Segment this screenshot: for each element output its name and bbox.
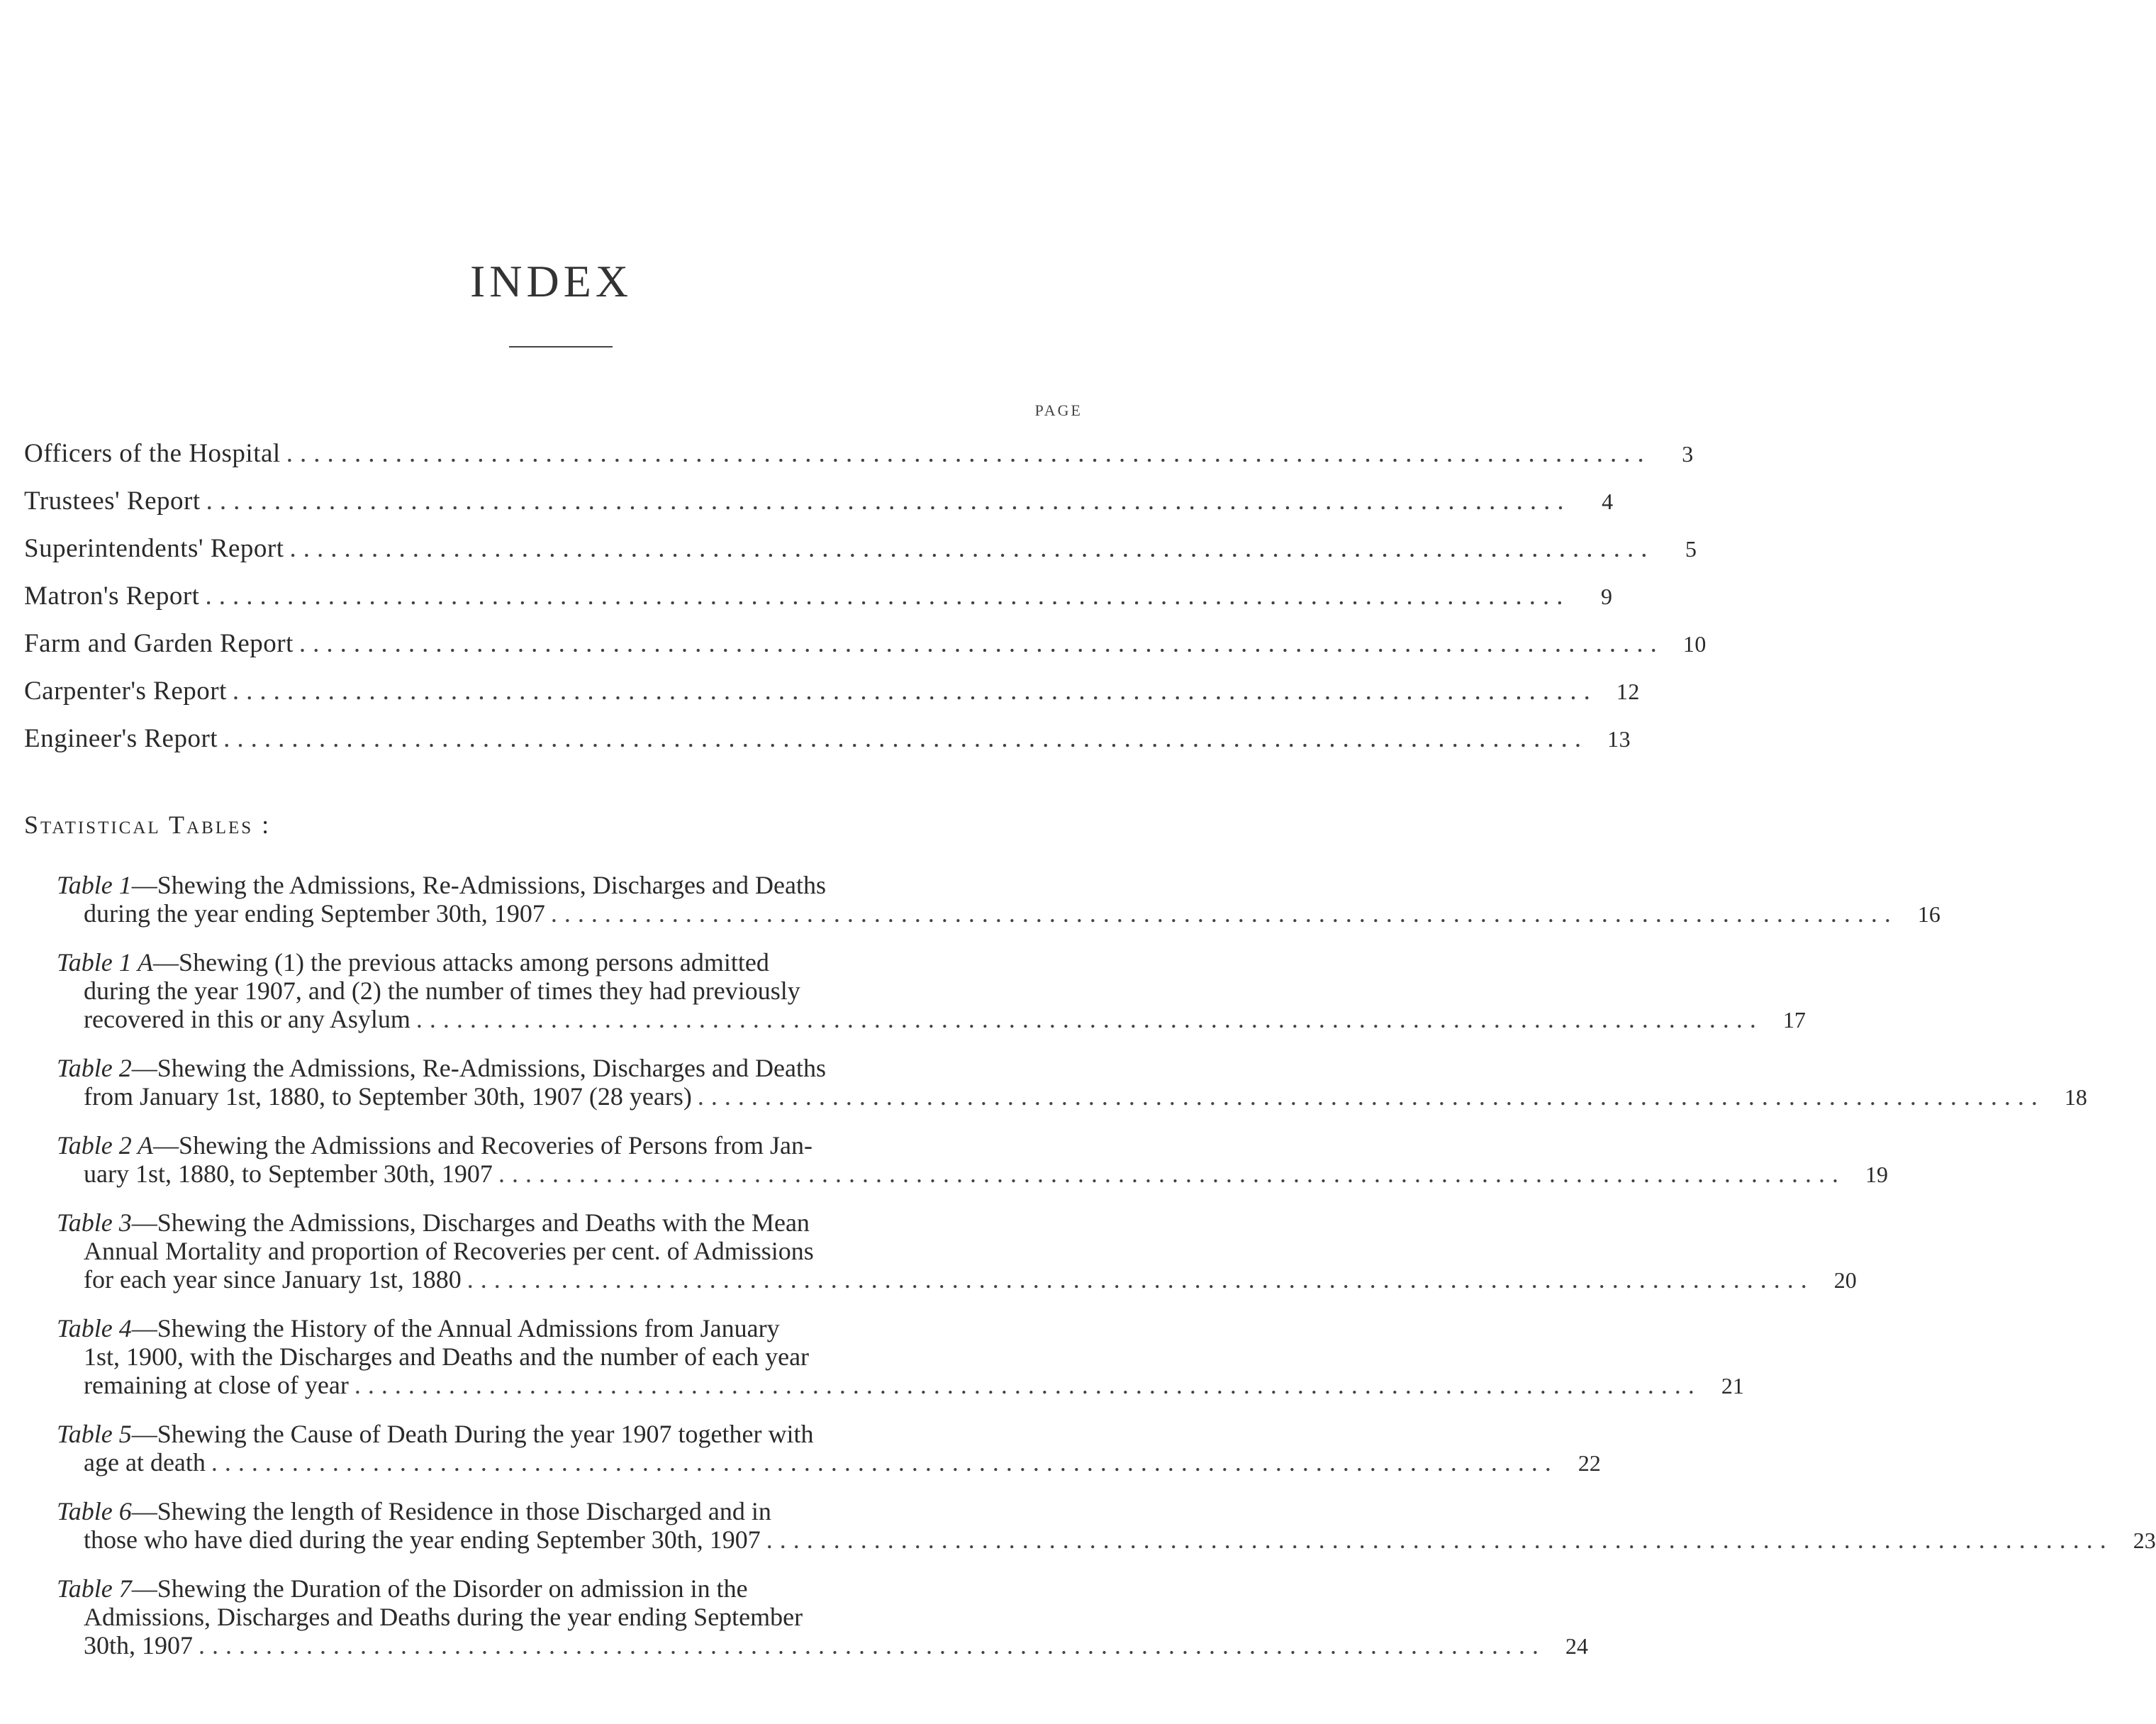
entry-page: 5 — [1685, 536, 1697, 562]
table-description-line: —Shewing the length of Residence in those Discharged and in — [131, 1497, 771, 1525]
dot-leader: .................................................................................................... — [232, 677, 1597, 706]
table-page: 17 — [1782, 1007, 1806, 1033]
dot-leader: .................................................................................................... — [286, 439, 1651, 468]
table-entry[interactable] — [57, 1131, 1888, 1189]
table-description-line: recovered in this or any Asylum — [84, 1005, 410, 1033]
table-label: Table 4 — [57, 1314, 132, 1342]
entry-label: Farm and Garden Report — [24, 629, 294, 658]
table-page: 19 — [1865, 1162, 1888, 1187]
table-description-line: those who have died during the year ending September 30th, 1907 — [84, 1525, 761, 1554]
entry-label: Officers of the Hospital — [24, 439, 281, 468]
table-description-line: remaining at close of year — [84, 1371, 349, 1399]
table-label: Table 2 — [57, 1054, 132, 1082]
entry-label: Carpenter's Report — [24, 677, 227, 706]
table-page: 23 — [2133, 1528, 2156, 1553]
table-description-line: age at death — [84, 1448, 206, 1476]
dot-leader: .................................................................................................... — [298, 629, 1664, 658]
dot-leader: .................................................................................................... — [354, 1371, 1702, 1399]
entry-label: Superintendents' Report — [24, 534, 284, 563]
table-description-line: during the year ending September 30th, 1907 — [84, 899, 545, 928]
table-page: 20 — [1833, 1267, 1857, 1293]
table-entry[interactable] — [57, 1208, 1857, 1294]
entry-page: 10 — [1682, 631, 1707, 657]
table-label: Table 7 — [57, 1574, 132, 1603]
table-page: 21 — [1721, 1373, 1744, 1398]
table-page: 22 — [1577, 1450, 1601, 1476]
dot-leader: .................................................................................................... — [697, 1082, 2045, 1111]
table-description-line: —Shewing the History of the Annual Admissions from January — [131, 1314, 780, 1342]
statistical-table-entries — [57, 871, 2156, 1680]
entry-label: Engineer's Report — [24, 724, 218, 753]
statistical-tables-heading: Statistical Tables : — [24, 811, 272, 839]
index-entry[interactable] — [24, 628, 1707, 676]
table-page: 16 — [1917, 901, 1940, 927]
entry-label: Trustees' Report — [24, 486, 201, 516]
dot-leader: .................................................................................................... — [289, 534, 1655, 563]
index-entry[interactable] — [24, 486, 1614, 533]
table-description-line: —Shewing the Admissions, Re-Admissions, Discharges and Deaths — [131, 1054, 826, 1082]
table-entry[interactable] — [57, 1314, 1744, 1400]
table-description-line: Admissions, Discharges and Deaths during the year ending September — [84, 1603, 803, 1631]
dot-leader: .................................................................................................... — [205, 582, 1570, 611]
table-description-line: 1st, 1900, with the Discharges and Deaths and the number of each year — [84, 1342, 810, 1371]
table-description-line: —Shewing the Cause of Death During the year 1907 together with — [131, 1420, 814, 1448]
table-description-line: from January 1st, 1880, to September 30th, 1907 (28 years) — [84, 1082, 692, 1111]
index-entry[interactable] — [24, 438, 1694, 486]
index-entry[interactable] — [24, 676, 1640, 723]
page-title: INDEX — [469, 256, 633, 306]
table-description-line: Annual Mortality and proportion of Recoveries per cent. of Admissions — [84, 1237, 814, 1265]
table-label: Table 1 A — [57, 948, 154, 977]
index-entry[interactable] — [24, 533, 1697, 581]
table-description-line: during the year 1907, and (2) the number of times they had previously — [84, 977, 800, 1005]
table-description-line: —Shewing the Duration of the Disorder on admission in the — [131, 1574, 748, 1603]
dot-leader: .................................................................................................... — [211, 1448, 1558, 1476]
table-page: 24 — [1565, 1633, 1589, 1659]
table-description-line: for each year since January 1st, 1880 — [84, 1265, 462, 1294]
entry-label: Matron's Report — [24, 582, 200, 611]
table-description-line: —Shewing the Admissions, Discharges and Deaths with the Mean — [131, 1208, 810, 1237]
dot-leader: .................................................................................................... — [766, 1525, 2113, 1554]
entry-page: 4 — [1602, 489, 1614, 514]
dot-leader: .................................................................................................... — [223, 724, 1589, 753]
table-entry[interactable] — [57, 871, 1940, 928]
index-entry[interactable] — [24, 723, 1631, 771]
table-description-line: 30th, 1907 — [84, 1631, 194, 1659]
entry-page: 9 — [1600, 584, 1613, 609]
table-entry[interactable] — [57, 1420, 1601, 1477]
dot-leader: .................................................................................................... — [467, 1265, 1814, 1294]
table-description-line: uary 1st, 1880, to September 30th, 1907 — [84, 1159, 493, 1188]
dot-leader: .................................................................................................... — [206, 486, 1571, 516]
dot-leader: .................................................................................................... — [415, 1005, 1763, 1033]
entry-page: 12 — [1616, 679, 1640, 704]
table-description-line: —Shewing the Admissions and Recoveries of Persons from Jan- — [153, 1131, 812, 1159]
table-entry[interactable] — [57, 1497, 2156, 1555]
dot-leader: .................................................................................................... — [498, 1159, 1845, 1188]
table-description-line: —Shewing the Admissions, Re-Admissions, Discharges and Deaths — [131, 871, 826, 899]
table-entry[interactable] — [57, 1574, 1589, 1660]
table-entry[interactable] — [57, 1054, 2087, 1111]
index-entry[interactable] — [24, 581, 1613, 628]
table-entry[interactable] — [57, 948, 1806, 1034]
table-description-line: —Shewing (1) the previous attacks among persons admitted — [153, 948, 769, 977]
title-rule — [509, 346, 613, 347]
table-label: Table 6 — [57, 1497, 132, 1525]
table-label: Table 3 — [57, 1208, 132, 1237]
entry-page: 3 — [1682, 441, 1694, 467]
table-label: Table 1 — [57, 871, 132, 899]
dot-leader: .................................................................................................... — [550, 899, 1898, 928]
report-entries — [24, 438, 1707, 771]
page-column-header: PAGE — [1034, 401, 1083, 419]
dot-leader: .................................................................................................... — [199, 1631, 1546, 1659]
table-page: 18 — [2064, 1084, 2087, 1110]
table-label: Table 5 — [57, 1420, 132, 1448]
table-label: Table 2 A — [57, 1131, 154, 1159]
entry-page: 13 — [1607, 726, 1631, 752]
